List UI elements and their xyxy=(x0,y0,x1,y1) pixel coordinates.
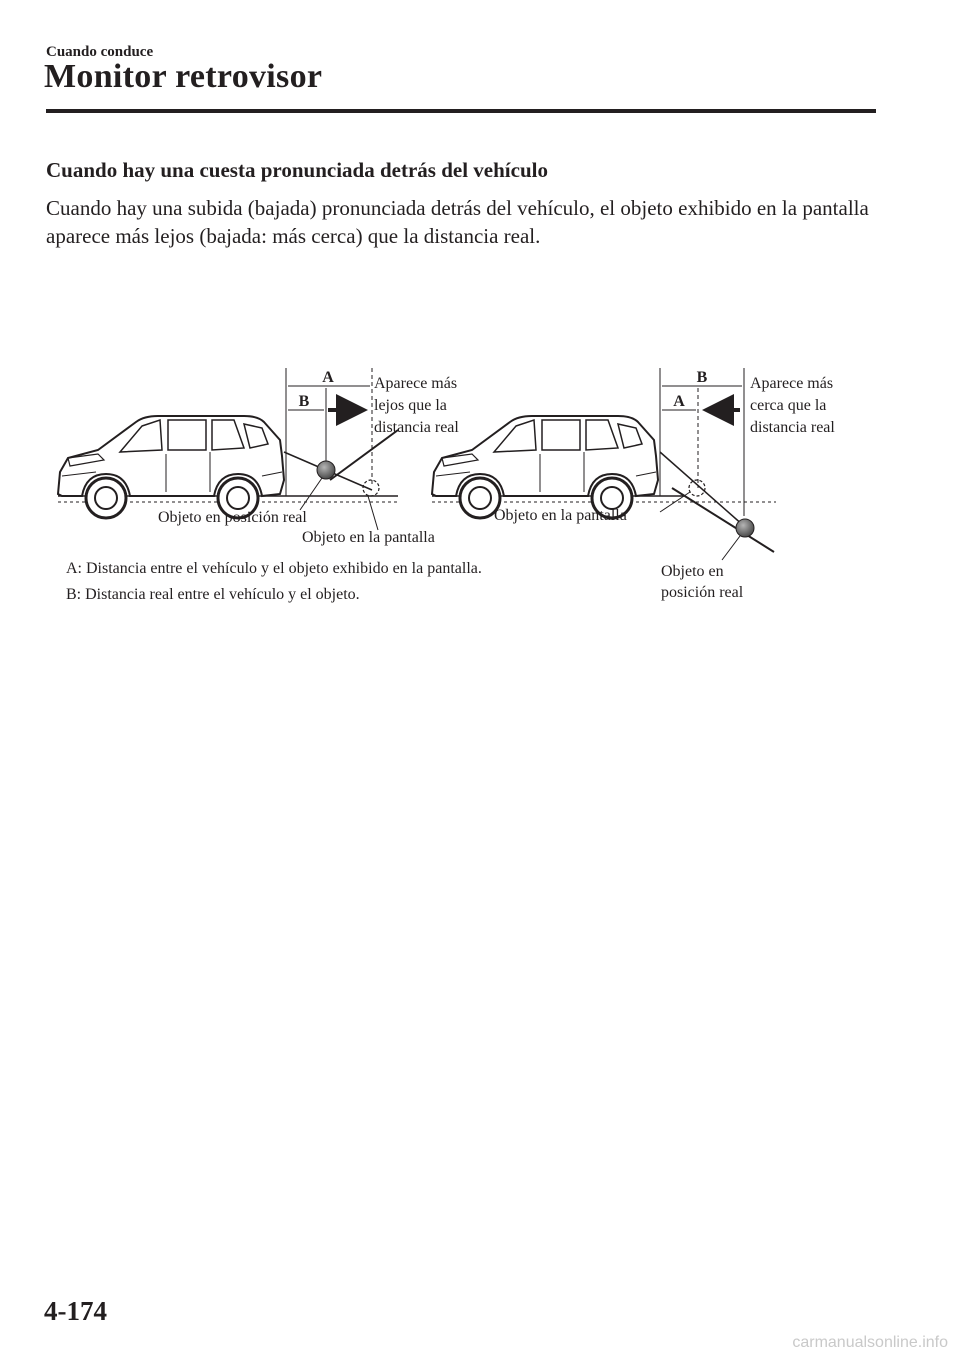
right-screen-object-label: Objeto en la pantalla xyxy=(494,507,627,524)
left-screen-leader xyxy=(368,496,378,530)
left-panel xyxy=(58,368,461,546)
right-real-object-label: Objeto en posición real xyxy=(661,563,744,601)
right-dim-a-label: A xyxy=(673,393,685,410)
left-real-object-label: Objeto en posición real xyxy=(158,509,307,526)
watermark: carmanualsonline.info xyxy=(792,1334,948,1351)
left-slope-line xyxy=(330,430,398,480)
legend-b: B: Distancia real entre el vehículo y el objeto. xyxy=(66,586,360,603)
left-screen-object-label: Objeto en la pantalla xyxy=(302,529,435,546)
left-dim-b-label: B xyxy=(298,393,310,410)
left-real-object xyxy=(317,461,335,479)
left-screen-object xyxy=(363,480,379,496)
chapter-title: Monitor retrovisor xyxy=(44,58,323,95)
page-number: 4-174 xyxy=(44,1296,107,1326)
right-slope-line xyxy=(672,488,774,552)
right-car-illustration xyxy=(432,416,658,518)
legend-a: A: Distancia entre el vehículo y el objeto exhibido en la pantalla. xyxy=(66,560,482,577)
slope-diagram xyxy=(0,0,960,640)
left-note: Aparece más lejos que la distancia real xyxy=(374,375,459,436)
right-panel xyxy=(432,368,837,601)
right-real-leader xyxy=(722,536,740,560)
left-real-leader xyxy=(300,478,322,510)
right-note: Aparece más cerca que la distancia real xyxy=(750,375,835,436)
body-paragraph: Cuando hay una subida (bajada) pronunciada detrás del vehículo, el objeto exhibido en la pantalla aparece más lejos (bajada: más cerca) que la distancia real. xyxy=(46,196,869,248)
left-car-illustration xyxy=(58,416,284,518)
section-label: Cuando conduce xyxy=(46,44,154,60)
left-dim-a-label: A xyxy=(322,369,334,386)
right-screen-object xyxy=(689,480,705,496)
right-dim-b-label: B xyxy=(696,369,708,386)
sub-heading: Cuando hay una cuesta pronunciada detrás del vehículo xyxy=(46,158,548,182)
right-real-object xyxy=(736,519,754,537)
